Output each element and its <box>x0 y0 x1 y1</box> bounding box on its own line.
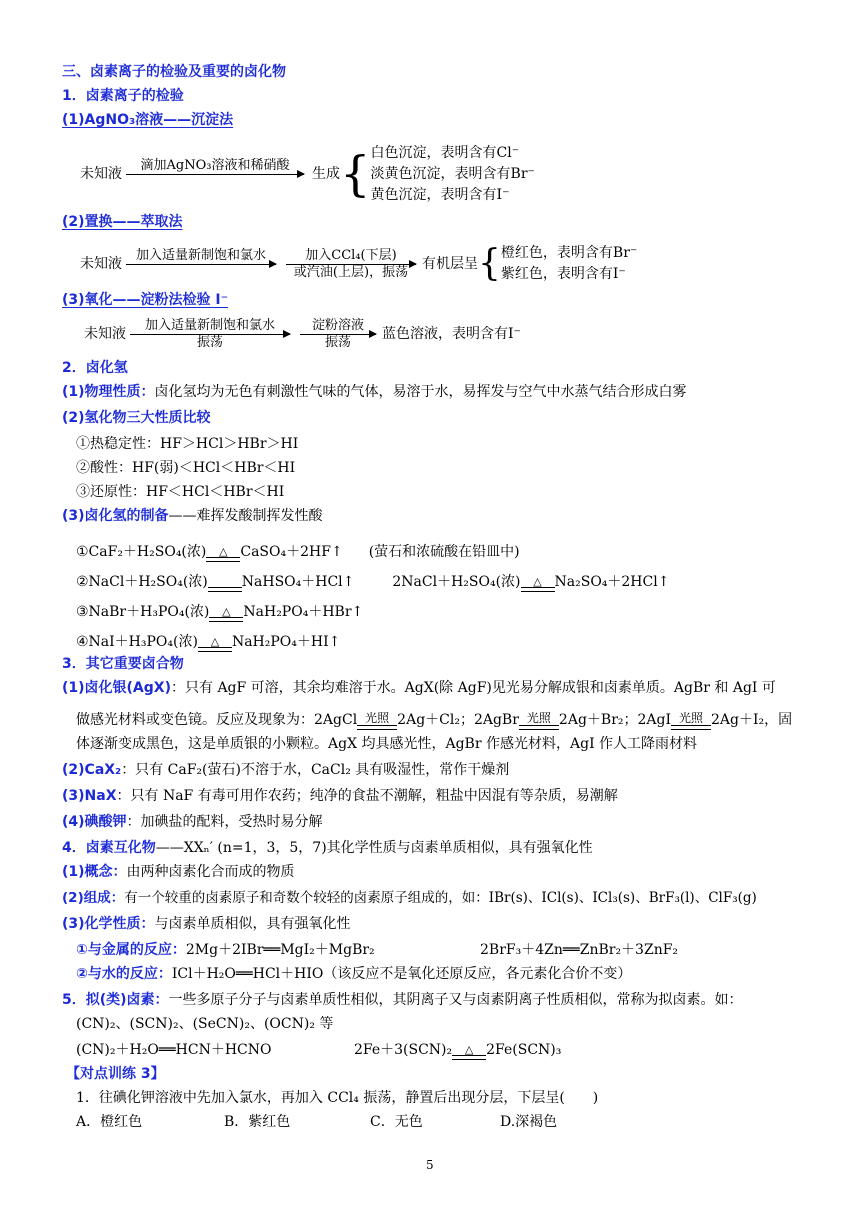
text-span: 2Ag＋I₂，固 <box>711 712 793 728</box>
result-item: 淡黄色沉淀，表明含有Br⁻ <box>370 165 535 182</box>
equals-heat: △ <box>198 636 232 652</box>
method2-title: (2)置换——萃取法 <box>62 214 183 230</box>
metal-reaction-line <box>76 940 375 960</box>
heading-other-halides: 3．其它重要卤合物 <box>62 656 184 672</box>
equals-heat: △ <box>452 1044 486 1060</box>
interhalogen-heading <box>62 838 593 858</box>
cax2-text: ：只有 CaF₂(萤石)不溶于水，CaCl₂ 具有吸湿性，常作干燥剂 <box>121 762 510 778</box>
chemical-property-label: (3)化学性质： <box>62 916 155 932</box>
method2-arrow2 <box>286 248 416 281</box>
method1-start: 未知液 <box>80 166 122 182</box>
text-span: 做感光材料或变色镜。反应及现象为：2AgCl <box>76 712 358 728</box>
property-item: ②酸性：HF(弱)＜HCl＜HBr＜HI <box>76 460 296 476</box>
reaction-2 <box>76 562 669 592</box>
method3-title: (3)氧化——淀粉法检验 I⁻ <box>62 292 229 308</box>
text-span: 2Ag＋Br₂；2AgI <box>558 712 672 728</box>
property-item: ③还原性：HF＜HCl＜HBr＜HI <box>76 484 285 500</box>
metal-reaction-eq1: 2Mg＋2IBr══MgI₂＋MgBr₂ <box>185 942 375 958</box>
pseudohalogen-text: 一些多原子分子与卤素单质性相似，其阴离子又与卤素阴离子性质相似，常称为拟卤素。如： <box>168 992 743 1008</box>
reaction-right: Na₂SO₄＋2HCl↑ <box>554 574 670 590</box>
reaction-right: NaH₂PO₄＋HI↑ <box>231 634 341 650</box>
heading-hydrogen-halide: 2．卤化氢 <box>62 360 128 376</box>
section-title: 三、卤素离子的检验及重要的卤化物 <box>62 64 286 80</box>
result-item: 橙红色，表明含有Br⁻ <box>500 245 638 261</box>
equals-heat: △ <box>209 606 243 622</box>
equals-heat: △ <box>521 576 555 592</box>
method2-start: 未知液 <box>80 256 122 272</box>
preparation-text: ——难挥发酸制挥发性酸 <box>168 508 323 524</box>
physical-label: (1)物理性质： <box>62 384 155 400</box>
silver-halide-line1 <box>62 678 776 698</box>
physical-properties <box>62 382 687 402</box>
method1-arrow <box>126 158 304 191</box>
concept-text: 由两种卤素化合而成的物质 <box>126 864 295 880</box>
method2-results <box>501 243 637 285</box>
water-reaction-label: ②与水的反应： <box>76 966 172 982</box>
method2-arrow1 <box>126 248 276 281</box>
kio3-line <box>62 812 323 832</box>
chemical-property-line <box>62 914 351 934</box>
reaction-left: 2NaCl＋H₂SO₄(浓) <box>392 574 521 590</box>
nax-label: (3)NaX <box>62 788 117 804</box>
method3-reagent2: 淀粉溶液 <box>311 317 364 333</box>
nax-text: ：只有 NaF 有毒可用作农药；纯净的食盐不潮解，粗盐中因混有等杂质，易潮解 <box>116 788 618 804</box>
property-item: ①热稳定性：HF＞HCl＞HBr＞HI <box>76 436 299 452</box>
kio3-label: (4)碘酸钾 <box>62 814 127 830</box>
physical-text: 卤化氢均为无色有刺激性气味的气体，易溶于水，易挥发与空气中水蒸气结合形成白雾 <box>154 384 687 400</box>
equals-sign <box>208 576 242 592</box>
interhalogen-title: 4．卤素互化物 <box>62 840 156 856</box>
page-number: 5 <box>426 1158 434 1172</box>
reaction-left: ④NaI＋H₃PO₄(浓) <box>76 634 198 650</box>
composition-line <box>62 888 757 908</box>
preparation-title <box>62 506 323 526</box>
option-b: B．紫红色 <box>224 1114 291 1130</box>
question-1: 1．往碘化钾溶液中先加入氯水，再加入 CCl₄ 振荡，静置后出现分层，下层呈( ) <box>76 1090 599 1106</box>
method1-mid: 生成 <box>312 166 340 182</box>
composition-text: 有一个较重的卤素原子和奇数个较轻的卤素原子组成的，如：IBr(s)、ICl(s)、ICl₃(s)、BrF₃(l)、ClF₃(g) <box>124 890 757 906</box>
silver-halide-line2 <box>76 702 792 730</box>
pseudohalogen-line2: (CN)₂、(SCN)₂、(SeCN)₂、(OCN)₂ 等 <box>76 1016 334 1032</box>
brace-icon: { <box>478 243 501 284</box>
chemical-property-text: 与卤素单质相似，具有强氧化性 <box>154 916 351 932</box>
equals-light: 光照 <box>671 712 711 730</box>
brace-icon: { <box>340 146 371 202</box>
reaction-1 <box>76 532 520 562</box>
result-item: 白色沉淀，表明含有Cl⁻ <box>370 144 520 161</box>
composition-label: (2)组成： <box>62 890 125 906</box>
option-a: A．橙红色 <box>76 1114 143 1130</box>
method2-mid: 有机层呈 <box>422 256 478 272</box>
pseudohalogen-eq1: (CN)₂＋H₂O══HCN＋HCNO <box>76 1042 272 1058</box>
water-reaction-line <box>76 964 631 984</box>
nax-line <box>62 786 618 806</box>
method2-reagent1: 加入适量新制饱和氯水 <box>135 247 266 263</box>
method3-arrow1 <box>130 318 290 351</box>
method1-title: (1)AgNO₃溶液——沉淀法 <box>62 112 234 128</box>
property-compare-title: (2)氢化物三大性质比较 <box>62 410 211 426</box>
eq-right: 2Fe(SCN)₃ <box>486 1042 562 1058</box>
silver-halide-label: (1)卤化银(AgX) <box>62 680 171 696</box>
interhalogen-text: ——XXₙ′ (n=1，3，5，7)其化学性质与卤素单质相似，具有强氧化性 <box>155 840 593 856</box>
method1-reagent: 滴加AgNO₃溶液和稀硝酸 <box>140 157 290 173</box>
method2-reagent2-bottom: 或汽油(上层)，振荡 <box>293 264 409 280</box>
method3-start: 未知液 <box>84 326 126 342</box>
concept-line <box>62 862 295 882</box>
heading-halide-test: 1．卤素离子的检验 <box>62 88 184 104</box>
kio3-text: ：加碘盐的配料，受热时易分解 <box>126 814 323 830</box>
silver-halide-text: ：只有 AgF 可溶，其余均难溶于水。AgX(除 AgF)见光易分解成银和卤素单质。AgBr 和 AgI 可 <box>171 680 776 696</box>
reaction-3 <box>76 592 363 622</box>
method2-reagent2: 加入CCl₄(下层) <box>305 247 397 263</box>
equals-light: 光照 <box>519 712 559 730</box>
pseudohalogen-title: 5．拟(类)卤素： <box>62 992 169 1008</box>
method3-scheme <box>84 314 521 354</box>
option-d: D.深褐色 <box>500 1114 558 1130</box>
pseudohalogen-eq2 <box>354 1032 561 1060</box>
reaction-right: NaHSO₄＋HCl↑ <box>241 574 355 590</box>
silver-halide-line3: 体逐渐变成黑色，这是单质银的小颗粒。AgX 均具感光性，AgBr 作感光材料，AgI 作人工降雨材料 <box>76 736 698 752</box>
method2-scheme <box>80 240 637 288</box>
reaction-right: CaSO₄＋2HF↑ <box>240 544 343 560</box>
method3-arrow2 <box>300 318 376 351</box>
option-c: C．无色 <box>370 1114 423 1130</box>
cax2-line <box>62 760 509 780</box>
preparation-label: (3)卤化氢的制备 <box>62 508 169 524</box>
method1-results <box>371 143 535 206</box>
equals-heat: △ <box>206 546 240 562</box>
eq-left: 2Fe＋3(SCN)₂ <box>354 1042 453 1058</box>
concept-label: (1)概念： <box>62 864 127 880</box>
result-item: 黄色沉淀，表明含有I⁻ <box>370 186 510 203</box>
pseudohalogen-line1 <box>62 990 743 1010</box>
water-reaction-text: ICl＋H₂O══HCl＋HIO（该反应不是氧化还原反应，各元素化合价不变） <box>171 966 632 982</box>
result-item: 紫红色，表明含有I⁻ <box>500 266 626 282</box>
reaction-left: ③NaBr＋H₃PO₄(浓) <box>76 604 210 620</box>
reaction-note: (萤石和浓硫酸在铅皿中) <box>368 544 520 560</box>
reaction-4 <box>76 622 340 652</box>
practice-title: 【对点训练 3】 <box>66 1066 165 1082</box>
method1-scheme <box>80 142 535 206</box>
metal-reaction-eq2: 2BrF₃＋4Zn══ZnBr₂＋3ZnF₂ <box>480 942 679 958</box>
method3-result: 蓝色溶液，表明含有I⁻ <box>382 326 521 342</box>
reaction-left: ①CaF₂＋H₂SO₄(浓) <box>76 544 207 560</box>
equals-light: 光照 <box>357 712 397 730</box>
reaction-left: ②NaCl＋H₂SO₄(浓) <box>76 574 208 590</box>
method3-reagent1: 加入适量新制饱和氯水 <box>144 317 275 333</box>
text-span: 2Ag＋Cl₂；2AgBr <box>397 712 519 728</box>
metal-reaction-label: ①与金属的反应： <box>76 942 186 958</box>
method3-reagent2-bottom: 振荡 <box>324 334 351 350</box>
method3-reagent1-bottom: 振荡 <box>196 334 223 350</box>
cax2-label: (2)CaX₂ <box>62 762 122 778</box>
reaction-right: NaH₂PO₄＋HBr↑ <box>243 604 364 620</box>
